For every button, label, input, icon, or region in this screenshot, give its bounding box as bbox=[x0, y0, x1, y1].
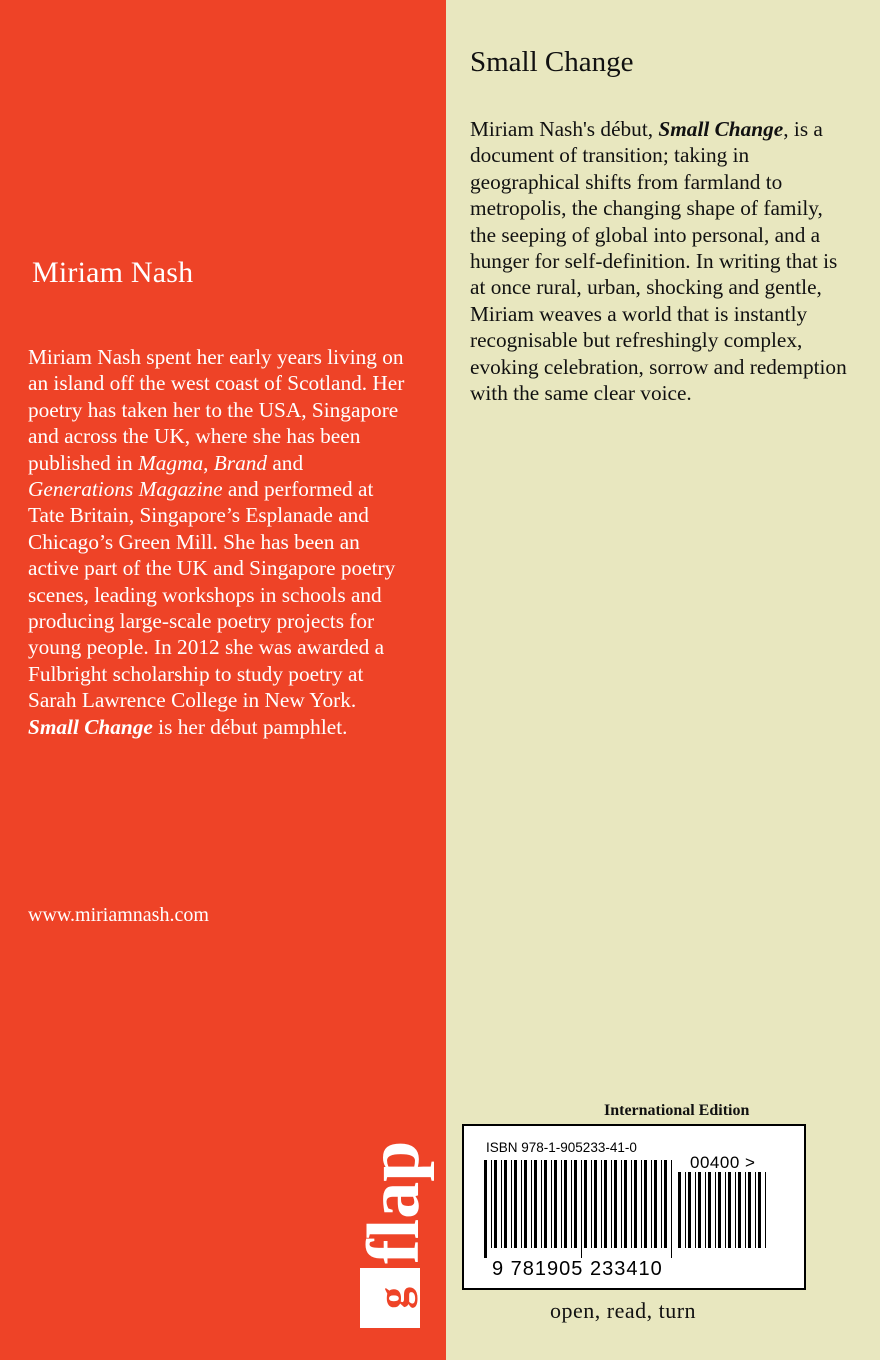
book-title: Small Change bbox=[470, 46, 634, 78]
flap-logo-icon bbox=[353, 1118, 435, 1330]
barcode-digits: 9 781905 233410 bbox=[492, 1258, 663, 1280]
author-bio: Miriam Nash spent her early years living on an island off the west coast of Scotland. Her poetry has taken her to the USA, Singapore and across the UK, where she has been published in Magma, Brand and Generations Magazine and performed at Tate Britain, Singapore’s Esplanade and Chicago’s Green Mill. She has been an active part of the UK and Singapore poetry scenes, leading workshops in schools and producing large-scale poetry projects for young people. In 2012 she was awarded a Fulbright scholarship to study poetry at Sarah Lawrence College in New York. Small Change is her début pamphlet. bbox=[28, 345, 405, 739]
flap-logo-text: flap bbox=[353, 1140, 435, 1264]
author-website: www.miriamnash.com bbox=[28, 904, 209, 926]
right-panel bbox=[446, 0, 880, 1360]
isbn-label: ISBN 978-1-905233-41-0 bbox=[486, 1140, 637, 1155]
book-blurb: Miriam Nash's début, Small Change, is a document of transition; taking in geographical shifts from farmland to metropolis, the changing shape of family, the seeping of global into personal, and a hunger for self-definition. In writing that is at once rural, urban, shocking and gentle, Miriam weaves a world that is instantly recognisable but refreshingly complex, evoking celebration, sorrow and redemption with the same clear voice. bbox=[470, 117, 847, 406]
price-code: 00400 > bbox=[690, 1153, 756, 1172]
tagline: open, read, turn bbox=[550, 1298, 697, 1323]
svg-text:g: g bbox=[369, 1287, 418, 1309]
author-name: Miriam Nash bbox=[32, 256, 194, 289]
barcode-addon-icon bbox=[678, 1172, 770, 1258]
barcode-icon bbox=[484, 1160, 676, 1258]
edition-label: International Edition bbox=[604, 1102, 750, 1119]
